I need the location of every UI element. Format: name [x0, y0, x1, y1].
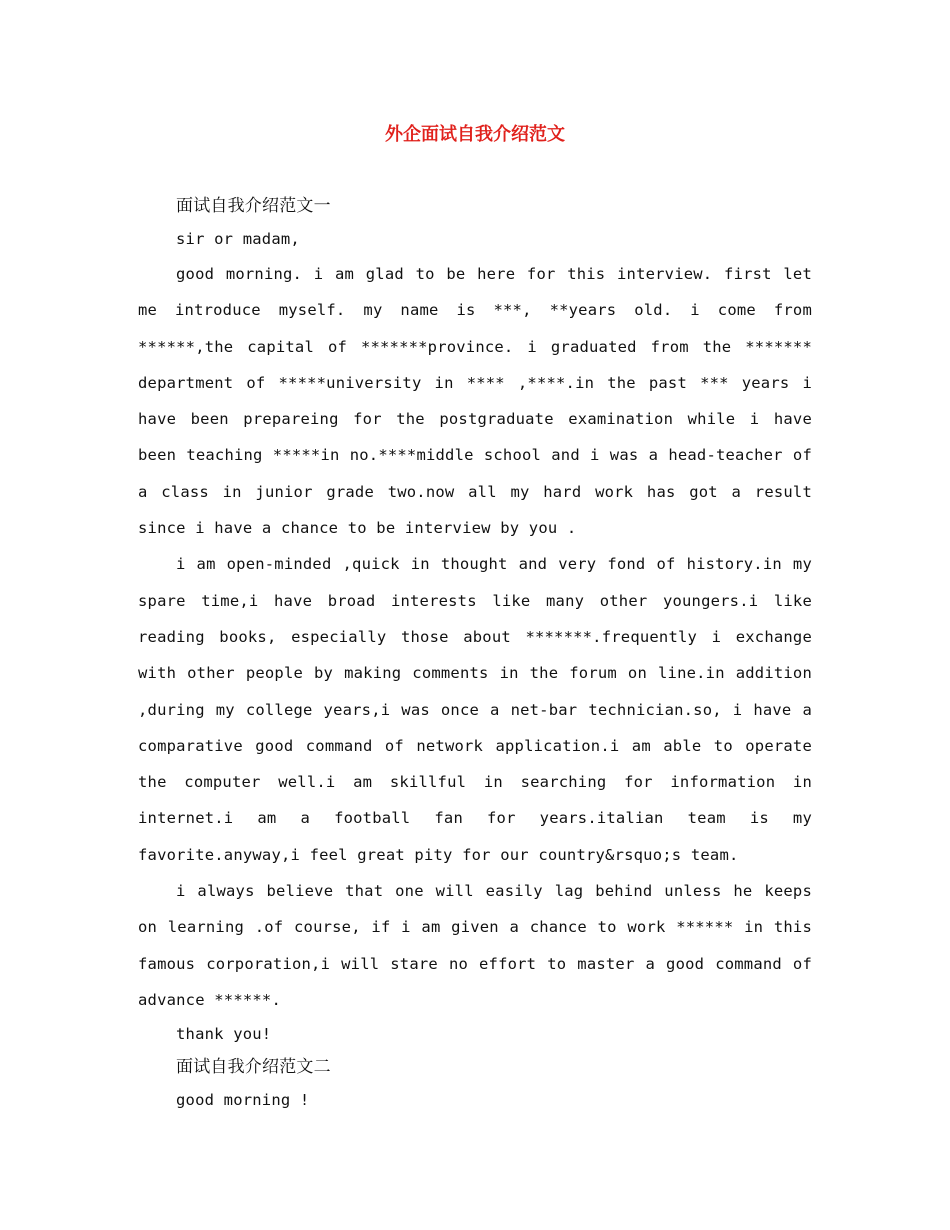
paragraph-introduction: good morning. i am glad to be here for this interview. first let me introduce myself. my name is ***, **years old. i come from ******,the capital of *******province. i graduated from the ******* department of *****university in **** ,****.in the past *** years i have been prepareing for the postgraduate examination while i have been teaching *****in no.****middle school and i was a head-teacher of a class in junior grade two.now all my hard work has got a result since i have a chance to be interview by you .: [138, 265, 812, 538]
document-title: 外企面试自我介绍范文: [385, 124, 565, 145]
document-body: [138, 190, 812, 1117]
salutation: sir or madam,: [176, 230, 300, 248]
paragraph-personality: i am open-minded ,quick in thought and very fond of history.in my spare time,i have broad interests like many other youngers.i like reading books, especially those about *******.frequently i exchange with other people by making comments in the forum on line.in addition ,during my college years,i was once a net-bar technician.so, i have a comparative good command of network application.i am able to operate the computer well.i am skillful in searching for information in internet.i am a football fan for years.italian team is my favorite.anyway,i feel great pity for our country&rsquo;s team.: [138, 555, 812, 864]
section-heading-1: 面试自我介绍范文一: [176, 196, 331, 216]
paragraph-learning: i always believe that one will easily lag behind unless he keeps on learning .of course, if i am given a chance to work ****** in this famous corporation,i will stare no effort to master a good command of advance ******.: [138, 882, 812, 1009]
greeting: good morning !: [176, 1091, 310, 1110]
closing-thanks: thank you!: [176, 1025, 272, 1044]
section-heading-2: 面试自我介绍范文二: [176, 1057, 331, 1078]
